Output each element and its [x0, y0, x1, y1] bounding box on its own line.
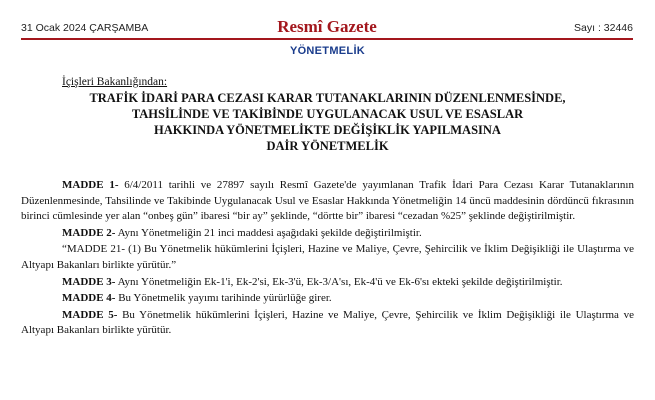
article-text: Aynı Yönetmeliğin 21 inci maddesi aşağıdaki şekilde değiştirilmiştir. — [115, 226, 422, 239]
article-2 — [21, 226, 634, 242]
title-line: DAİR YÖNETMELİK — [266, 139, 389, 153]
title-line: TRAFİK İDARİ PARA CEZASI KARAR TUTANAKLARININ DÜZENLENMESİNDE, — [89, 91, 566, 105]
regulation-body — [21, 178, 634, 340]
gazette-header — [21, 17, 633, 37]
article-3 — [21, 275, 634, 291]
article-2-quote: “MADDE 21- (1) Bu Yönetmelik hükümlerini İçişleri, Hazine ve Maliye, Çevre, Şehircilik ve İklim Değişikliği ile Ulaştırma ve Altyapı Bakanları birlikte yürütür.” — [21, 243, 634, 271]
header-divider — [21, 38, 633, 40]
article-label: MADDE 1- — [62, 179, 119, 191]
article-text: Aynı Yönetmeliğin Ek-1'i, Ek-2'si, Ek-3'ü, Ek-3/A'sı, Ek-4'ü ve Ek-6'sı ekteki şekilde değiştirilmiştir. — [115, 275, 563, 288]
gazette-title: Resmî Gazete — [277, 17, 377, 36]
article-label: MADDE 4- — [62, 292, 116, 305]
article-text: Bu Yönetmelik hükümlerini İçişleri, Hazine ve Maliye, Çevre, Şehircilik ve İklim Değişikliği ile Ulaştırma ve Altyapı Bakanları birlikte yürütür. — [21, 308, 634, 337]
article-text: Bu Yönetmelik yayımı tarihinde yürürlüğe girer. — [115, 292, 332, 305]
issue-date: 31 Ocak 2024 ÇARŞAMBA — [21, 22, 149, 34]
regulation-title — [40, 90, 615, 154]
article-1 — [21, 178, 634, 225]
issue-number: Sayı : 32446 — [574, 22, 633, 34]
article-label: MADDE 5- — [62, 308, 118, 321]
article-4 — [21, 291, 634, 307]
article-5 — [21, 308, 634, 339]
section-label: YÖNETMELİK — [289, 45, 366, 57]
article-label: MADDE 2- — [62, 226, 116, 239]
title-line: HAKKINDA YÖNETMELİKTE DEĞİŞİKLİK YAPILMASINA — [154, 123, 501, 137]
article-text: 6/4/2011 tarihli ve 27897 sayılı Resmî Gazete'de yayımlanan Trafik İdari Para Cezası Karar Tutanaklarının Düzenlenmesinde, Tahsilinde ve Takibinde Uygulanacak Usul ve Esaslar Hakkında Yönetmeliğin 14 üncü maddesinin dördüncü fıkrasının birinci cümlesinde yer alan “onbeş gün” ibaresi “bir ay” şeklinde, “dörtte bir” ibaresi “cezadan %25” şeklinde değiştirilmiştir. — [21, 179, 634, 223]
ministry-name: İçişleri Bakanlığından: — [62, 76, 168, 88]
article-label: MADDE 3- — [62, 275, 116, 288]
title-line: TAHSİLİNDE VE TAKİBİNDE UYGULANACAK USUL VE ESASLAR — [131, 107, 524, 121]
